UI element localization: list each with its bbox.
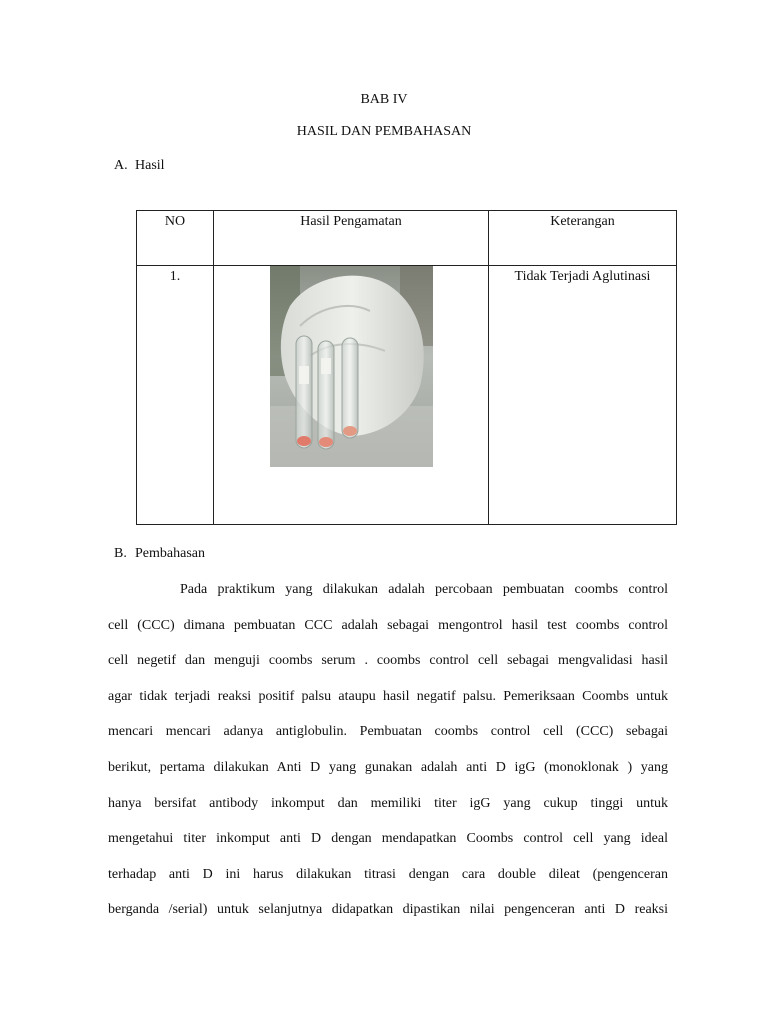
paragraph-line: mencari mencari adanya antiglobulin. Pembuatan coombs control cell (CCC) sebagai xyxy=(108,724,668,740)
cell-keterangan: Tidak Terjadi Aglutinasi xyxy=(489,266,677,525)
paragraph-line: agar tidak terjadi reaksi positif palsu ataupu hasil negatif palsu. Pemeriksaan Coombs untuk xyxy=(108,688,668,704)
discussion-paragraph xyxy=(108,572,668,928)
section-b-title: Pembahasan xyxy=(135,546,205,561)
paragraph-line: berganda /serial) untuk selanjutnya didapatkan dipastikan nilai pengenceran anti D reaksi xyxy=(108,902,668,918)
results-table xyxy=(136,210,677,525)
paragraph-line: berikut, pertama dilakukan Anti D yang gunakan adalah anti D igG (monoklonak ) yang xyxy=(108,759,668,775)
section-b-heading xyxy=(114,546,205,562)
section-a-letter: A. xyxy=(114,158,128,173)
section-a-title: Hasil xyxy=(135,158,165,173)
table-row xyxy=(137,266,677,525)
section-b-letter: B. xyxy=(114,546,127,561)
header-keterangan: Keterangan xyxy=(489,211,677,266)
paragraph-line: hanya bersifat antibody inkomput dan memiliki titer igG yang cukup tinggi untuk xyxy=(108,795,668,811)
table-header-row xyxy=(137,211,677,266)
paragraph-line: cell (CCC) dimana pembuatan CCC adalah sebagai mengontrol hasil test coombs control xyxy=(108,617,668,633)
header-no: NO xyxy=(137,211,214,266)
test-tubes-photo xyxy=(270,266,433,467)
paragraph-line: cell negetif dan menguji coombs serum . coombs control cell sebagai mengvalidasi hasil xyxy=(108,653,668,669)
paragraph-line: Pada praktikum yang dilakukan adalah percobaan pembuatan coombs control xyxy=(180,582,668,597)
paragraph-line: terhadap anti D ini harus dilakukan titrasi dengan cara double dileat (pengenceran xyxy=(108,866,668,882)
chapter-number: BAB IV xyxy=(360,92,408,107)
section-a-heading xyxy=(114,158,165,174)
header-hasil-pengamatan: Hasil Pengamatan xyxy=(214,211,489,266)
cell-no: 1. xyxy=(137,266,214,525)
cell-observation-photo xyxy=(214,266,489,525)
chapter-title: HASIL DAN PEMBAHASAN xyxy=(296,124,472,139)
paragraph-line: mengetahui titer inkomput anti D dengan mendapatkan Coombs control cell yang ideal xyxy=(108,831,668,847)
